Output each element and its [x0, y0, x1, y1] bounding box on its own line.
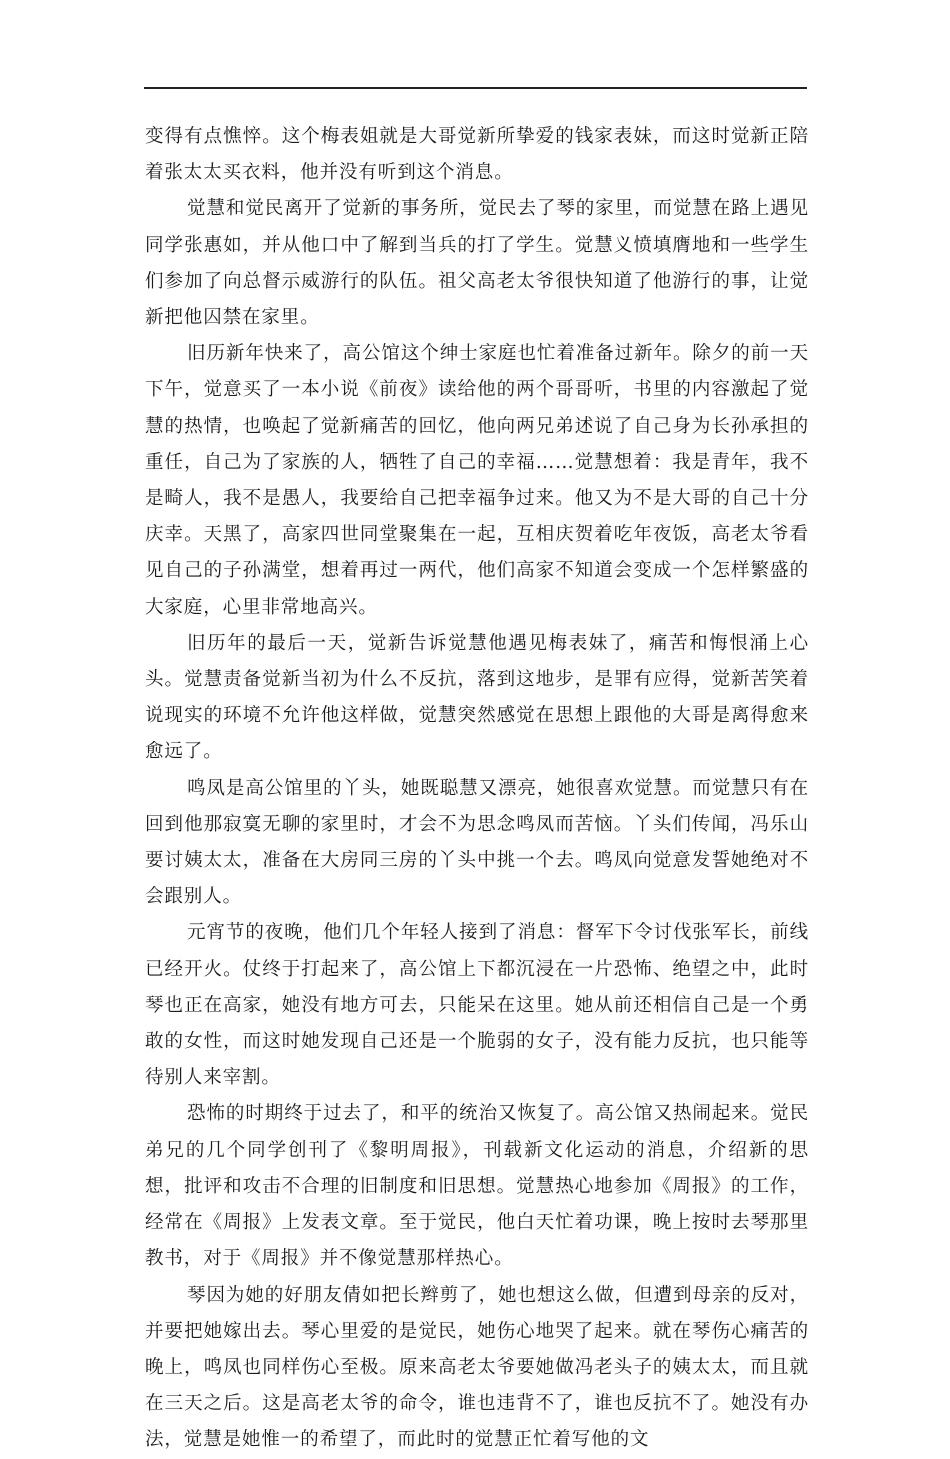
- paragraph: 觉慧和觉民离开了觉新的事务所，觉民去了琴的家里，而觉慧在路上遇见同学张惠如，并从他口中了解到当兵的打了学生。觉慧义愤填膺地和一些学生们参加了向总督示威游行的队伍。祖父高老太爷很快知道了他游行的事，让觉新把他囚禁在家里。: [145, 198, 809, 329]
- paragraph: 元宵节的夜晚，他们几个年轻人接到了消息：督军下令讨伐张军长，前线已经开火。仗终于打起来了，高公馆上下都沉浸在一片恐怖、绝望之中，此时琴也正在高家，她没有地方可去，只能呆在这里。她从前还相信自己是一个勇敢的女性，而这时她发现自己还是一个脆弱的女子，没有能力反抗，也只能等待别人来宰割。: [145, 922, 809, 1089]
- paragraph: 琴因为她的好朋友倩如把长辫剪了，她也想这么做，但遭到母亲的反对，并要把她嫁出去。琴心里爱的是觉民，她伤心地哭了起来。就在琴伤心痛苦的晚上，鸣凤也同样伤心至极。原来高老太爷要她做冯老头子的姨太太，而且就在三天之后。这是高老太爷的命令，谁也违背不了，谁也反抗不了。她没有办法，觉慧是她惟一的希望了，而此时的觉慧正忙着写他的文: [145, 1284, 809, 1451]
- paragraph: 鸣凤是高公馆里的丫头，她既聪慧又漂亮，她很喜欢觉慧。而觉慧只有在回到他那寂寞无聊的家里时，才会不为思念鸣凤而苦恼。丫头们传闻，冯乐山要讨姨太太，准备在大房同三房的丫头中挑一个去。鸣凤向觉意发誓她绝对不会跟别人。: [145, 777, 809, 908]
- body-text: [145, 119, 809, 1459]
- paragraph: 旧历年的最后一天，觉新告诉觉慧他遇见梅表妹了，痛苦和悔恨涌上心头。觉慧责备觉新当初为什么不反抗，落到这地步，是罪有应得，觉新苦笑着说现实的环境不允许他这样做，觉慧突然感觉在思想上跟他的大哥是离得愈来愈远了。: [145, 632, 809, 763]
- paragraph: 变得有点憔悴。这个梅表姐就是大哥觉新所挚爱的钱家表妹，而这时觉新正陪着张太太买衣料，他并没有听到这个消息。: [145, 126, 809, 184]
- paragraph: 恐怖的时期终于过去了，和平的统治又恢复了。高公馆又热闹起来。觉民弟兄的几个同学创刊了《黎明周报》，刊载新文化运动的消息，介绍新的思想，批评和攻击不合理的旧制度和旧思想。觉慧热心地参加《周报》的工作，经常在《周报》上发表文章。至于觉民，他白天忙着功课，晚上按时去琴那里教书，对于《周报》并不像觉慧那样热心。: [145, 1103, 809, 1270]
- paragraph: 旧历新年快来了，高公馆这个绅士家庭也忙着准备过新年。除夕的前一天下午，觉意买了一本小说《前夜》读给他的两个哥哥听，书里的内容激起了觉慧的热情，也唤起了觉新痛苦的回忆，他向两兄弟述说了自己身为长孙承担的重任，自己为了家族的人，牺牲了自己的幸福……觉慧想着：我是青年，我不是畸人，我不是愚人，我要给自己把幸福争过来。他又为不是大哥的自己十分庆幸。天黑了，高家四世同堂聚集在一起，互相庆贺着吃年夜饭，高老太爷看见自己的子孙满堂，想着再过一两代，他们高家不知道会变成一个怎样繁盛的大家庭，心里非常地高兴。: [145, 343, 809, 618]
- header-rule: [144, 87, 807, 89]
